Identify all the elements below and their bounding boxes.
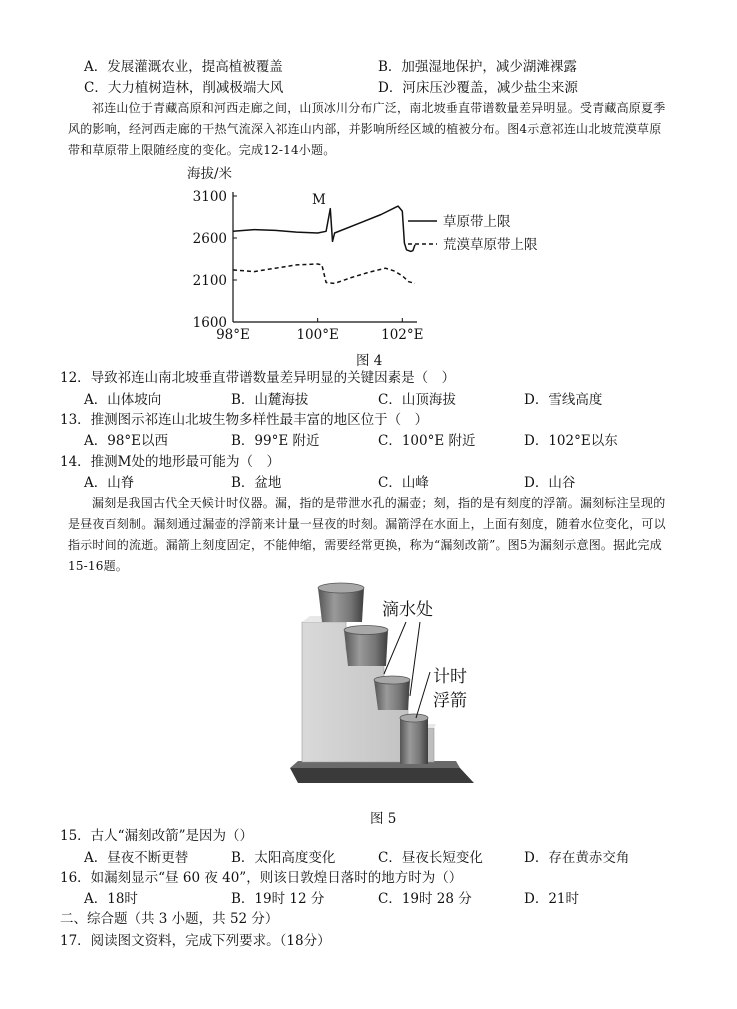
q14-option-c: C．山峰 [378,475,429,491]
m-marker: M [312,192,326,208]
figure-4-chart [175,160,565,345]
q14-stem: 14．推测M处的地形最可能为（ ） [60,454,281,470]
q12-option-a: A．山体坡向 [84,392,162,408]
y-tick-label: 1600 [192,315,227,331]
pot-2 [344,626,388,667]
y-tick-label: 2100 [192,273,227,289]
x-tick-label: 100°E [296,327,339,343]
stand-base [290,768,474,783]
figure-4-caption: 图 4 [356,353,383,369]
label-drip: 滴水处 [382,600,433,620]
q15-option-b: B．太阳高度变化 [231,850,336,866]
option-d: D．河床压沙覆盖，减少盐尘来源 [378,80,578,96]
label-float-2: 浮箭 [433,691,467,711]
q17-stem: 17．阅读图文资料，完成下列要求。（18分） [60,933,331,949]
x-tick-label: 102°E [381,327,424,343]
q12-stem: 12．导致祁连山南北坡垂直带谱数量差异明显的关键因素是（ ） [60,370,456,386]
q16-option-c: C．19时 28 分 [378,891,472,907]
section-2-heading: 二、综合题（共 3 小题，共 52 分） [60,911,279,927]
q16-option-d: D．21时 [524,891,580,907]
legend-dashed-label: 荒漠草原带上限 [443,237,538,253]
q12-option-c: C．山顶海拔 [378,392,456,408]
passage-louke: 漏刻是我国古代全天候计时仪器。漏，指的是带泄水孔的漏壶；刻，指的是有刻度的浮箭。漏刻标注呈现的是昼夜百刻制。漏刻通过漏壶的浮箭来计量一昼夜的时刻。漏箭浮在水面上，上面有刻度，随着水位变化，可以指示时间的流逝。漏箭上刻度固定，不能伸缩，需要经常更换，称为“漏刻改箭”。图5为漏刻示意图。据此完成15-16题。 [68,496,666,573]
y-tick-label: 2600 [192,231,227,247]
float-pointer [416,672,430,718]
label-float-1: 计时 [433,667,467,687]
series-desert-steppe-line [233,264,415,283]
passage-qilian: 祁连山位于青藏高原和河西走廊之间，山顶冰川分布广泛，南北坡垂直带谱数量差异明显。受青藏高原夏季风的影响，经河西走廊的干热气流深入祁连山内部，并影响所经区域的植被分布。图4示意祁连山北坡荒漠草原带和草原带上限随经度的变化。完成12-14小题。 [68,101,666,157]
drip-pointer-2 [410,622,420,696]
q12-option-b: B．山麓海拔 [231,392,309,408]
legend-solid-label: 草原带上限 [443,214,511,230]
option-a: A．发展灌溉农业，提高植被覆盖 [84,59,283,75]
q16-option-b: B．19时 12 分 [231,891,325,907]
q13-option-a: A．98°E以西 [84,433,169,449]
pot-1 [318,583,364,622]
y-axis-label: 海拔/米 [187,166,233,182]
y-tick-label: 3100 [192,189,227,205]
q15-option-d: D．存在黄赤交角 [524,850,630,866]
q13-option-d: D．102°E以东 [524,433,618,449]
x-tick-label: 98°E [216,327,250,343]
figure-5-caption: 图 5 [370,811,397,827]
q14-option-b: B．盆地 [231,475,282,491]
figure-5-illustration [288,578,478,790]
q16-option-a: A．18时 [84,891,138,907]
series-steppe-line [233,206,415,251]
q13-stem: 13．推测图示祁连山北坡生物多样性最丰富的地区位于（ ） [60,412,429,428]
option-c: C．大力植树造林，削减极端大风 [84,80,284,96]
q15-stem: 15．古人“漏刻改箭”是因为（） [60,828,253,844]
q15-option-a: A．昼夜不断更替 [84,850,189,866]
q13-option-b: B．99°E 附近 [231,433,320,449]
q13-option-c: C．100°E 附近 [378,433,476,449]
q14-option-a: A．山脊 [84,475,135,491]
pot-4-float-vessel [400,714,428,764]
q12-option-d: D．雪线高度 [524,392,603,408]
q15-option-c: C．昼夜长短变化 [378,850,483,866]
pot-3 [374,676,410,710]
q16-stem: 16．如漏刻显示“昼 60 夜 40”，则该日敦煌日落时的地方时为（） [60,870,463,886]
option-b: B．加强湿地保护，减少湖滩裸露 [378,59,577,75]
q14-option-d: D．山谷 [524,475,576,491]
